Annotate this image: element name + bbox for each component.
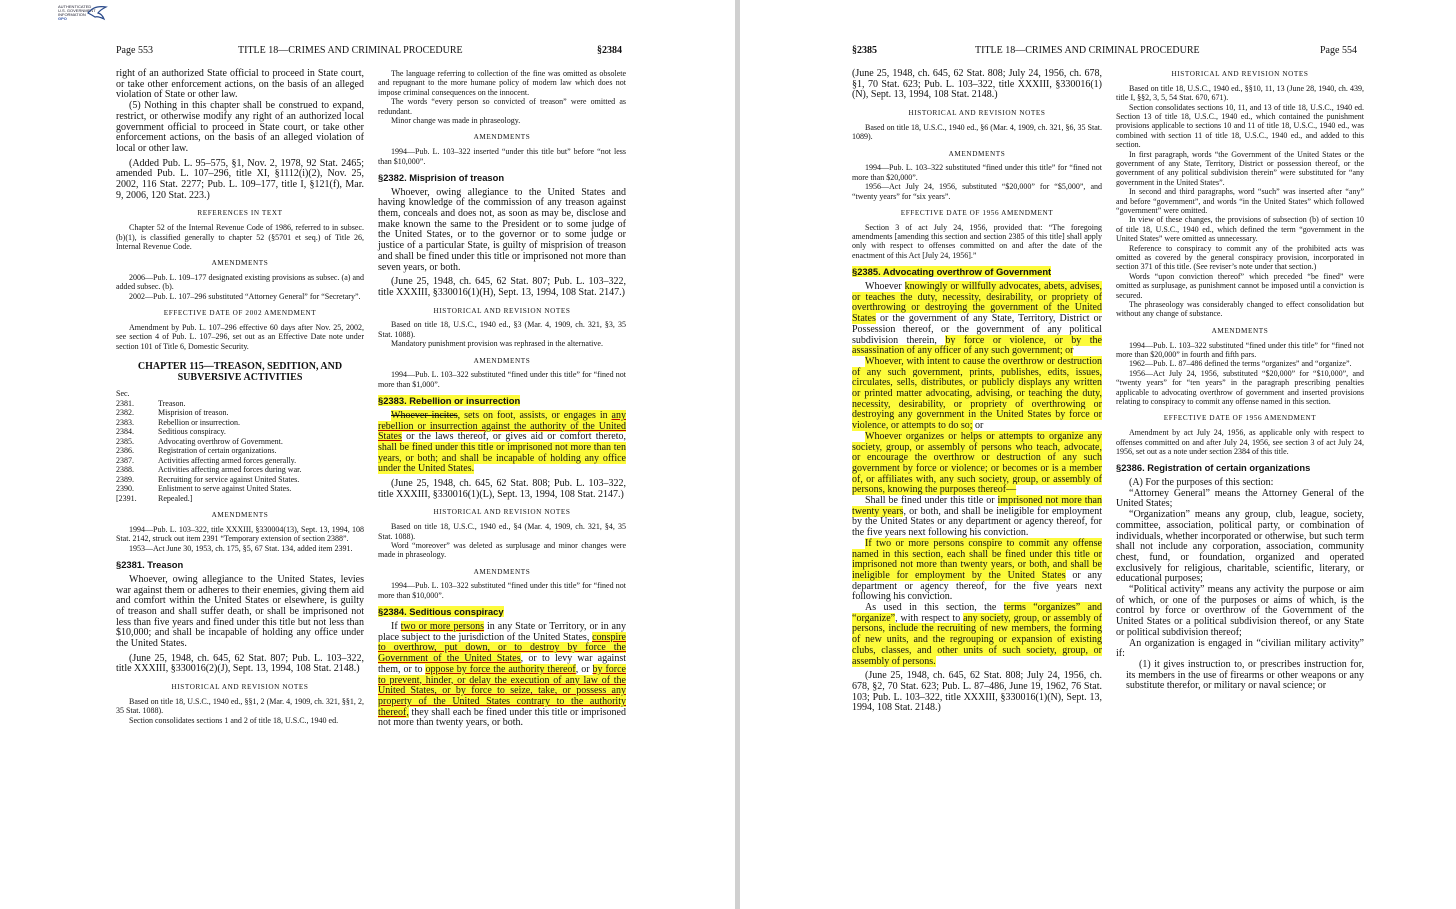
section-heading: REFERENCES IN TEXT	[197, 209, 283, 218]
section-heading: AMENDMENTS	[211, 259, 269, 268]
highlight: any rebellion or insurrection against the authority of the United States	[378, 409, 626, 443]
running-title: TITLE 18—CRIMES AND CRIMINAL PROCEDURE	[238, 45, 463, 56]
right-page	[740, 0, 1456, 909]
section-heading: AMENDMENTS	[1211, 326, 1269, 335]
misprision-text: Whoever, owing allegiance to the United States and having knowledge of the commission of any treason against them, conceals and does not, as soon as may be, disclose and make known the same to the President or to some judge of the United States, or to the governor or to some judge or justice of a particular State, is guilty of misprision of treason and shall be fined under this title or imprisoned not more than seven years, or both.	[378, 186, 626, 273]
section-heading: AMENDMENTS	[948, 149, 1006, 158]
highlight: oppose by force the authority thereof	[425, 663, 576, 675]
chapter-table-of-contents: Sec. 2381. Treason. 2382. Misprision of treason. 2383. Rebellion or insurrection. 2384. Seditious conspiracy. 2385. Advocating overthrow of Government. 2386. Registration of certain organizations. 2387. Activities affecting armed forces generally. 2388. Activities affecting armed forces during war. 2389. Recruiting for service against United States. 2390. Enlistment to serve against United States. [2391. Repealed.]	[116, 389, 364, 503]
section-heading: HISTORICAL AND REVISION NOTES	[908, 109, 1046, 118]
highlight: knowingly or willfully advocates, abets, advises, or teaches the duty, necessity, desirability, or propriety of overthrowing or destroying the government of the United States	[852, 280, 1102, 325]
toc-entry: 2386. Registration of certain organizations.	[116, 446, 277, 456]
toc-entry: 2389. Recruiting for service against United States.	[116, 474, 300, 484]
running-title: TITLE 18—CRIMES AND CRIMINAL PROCEDURE	[975, 45, 1200, 56]
highlight: Whoever organizes or helps or attempts to organize any society, group, or assembly of persons who teach, advocate, or encourage the overthrow or destruction of any such government by force or violence; or becomes or is a member of, or affiliates with, any such society, group, or assembly of persons, knowing the purposes thereof—	[852, 430, 1102, 496]
toc-entry: [2391. Repealed.]	[116, 493, 193, 503]
toc-entry: 2387. Activities affecting armed forces generally.	[116, 455, 297, 465]
section-range: §2384	[597, 45, 622, 56]
left-page-column-2: The language referring to collection of the fine was omitted as obsolete and repugnant to the more humane policy of modern law which does not impose criminal consequences on the innocent. The words “every person so convicted of treason” were omitted as redundant. Minor change was made in phraseology. AMENDMENTS 1994—Pub. L. 103–322 inserted “under this title but” before “not less than $10,000”. §2382. Misprision of treason Whoever, owing allegiance to the United States and having knowledge of the commission of any treason against them, conceals and does not, as soon as may be, disclose and make known the same to the President or to some judge of the United States, or to the governor or to some judge or justice of a particular State, is guilty of misprision of treason and shall be fined under this title or imprisoned not more than seven years, or both. (June 25, 1948, ch. 645, 62 Stat. 807; Pub. L. 103–322, title XXXIII, §330016(1)(H), Sept. 13, 1994, 108 Stat. 2147.) HISTORICAL AND REVISION NOTES Based on title 18, U.S.C., 1940 ed., §3 (Mar. 4, 1909, ch. 321, §3, 35 Stat. 1088). Mandatory punishment provision was rephrased in the alternative. AMENDMENTS 1994—Pub. L. 103–322 substituted “fined under this title” for “fined not more than $1,000”. §2383. Rebellion or insurrection Whoever incites, sets on foot, assists, or engages in any rebellion or insurrection against the authority of the United States or the laws thereof, or gives aid or comfort thereto, shall be fined under this title or imprisoned not more than ten years, or both; and shall be incapable of holding any office under the United States. (June 25, 1948, ch. 645, 62 Stat. 808; Pub. L. 103–322, title XXXIII, §330016(1)(L), Sept. 13, 1994, 108 Stat. 2147.) HISTORICAL AND REVISION NOTES Based on title 18, U.S.C., 1940 ed., §4 (Mar. 4, 1909, ch. 321, §4, 35 Stat. 1088). Word “moreover” was deleted as surplusage and minor changes were made in phraseology. AMENDMENTS 1994—Pub. L. 103–322 substituted “fined under this title” for “fined not more than $10,000”. §2384. Seditious conspiracy If two or more persons in any State or Territory, or in any place subject to the jurisdiction of the United States, conspire to overthrow, put down, or to destroy by force the Government of the United States, or to levy war against them, or to oppose by force the authority thereof, or by force to prevent, hinder, or delay the execution of any law of the United States, or by force to seize, take, or possess any property of the United States contrary to the authority thereof, they shall each be fined under this title or imprisoned not more than twenty years, or both.	[378, 69, 626, 729]
section-heading: AMENDMENTS	[473, 356, 531, 365]
section-heading: HISTORICAL AND REVISION NOTES	[171, 683, 309, 692]
section-heading: EFFECTIVE DATE OF 2002 AMENDMENT	[163, 309, 317, 318]
toc-entry: 2385. Advocating overthrow of Government.	[116, 436, 283, 446]
section-heading: EFFECTIVE DATE OF 1956 AMENDMENT	[1163, 414, 1317, 423]
highlight: Whoever, with intent to cause the overthrow or destruction of any such government, prints, publishes, edits, issues, circulates, sells, distributes, or publicly displays any written or printed matter advocating, advising, or teaching the duty, necessity, desirability, or propriety of overthrowing or destroying any government in the United States by force or violence, or attempts to do so;	[852, 355, 1102, 432]
highlight: Whoever incites	[391, 409, 458, 421]
highlight: terms “organizes” and “organize”	[852, 602, 1102, 624]
toc-entry: 2382. Misprision of treason.	[116, 408, 229, 418]
highlight: by force to prevent, hinder, or delay the execution of any law of the United States, or by force to seize, take, or possess any property of the United States contrary to the authority thereof,	[378, 663, 626, 718]
gpo-authenticated-logo: AUTHENTICATED U.S. GOVERNMENT INFORMATION GPO	[58, 3, 108, 25]
toc-entry: 2388. Activities affecting armed forces during war.	[116, 465, 302, 475]
section-heading: HISTORICAL AND REVISION NOTES	[433, 306, 571, 315]
highlight: two or more persons	[400, 621, 485, 632]
eagle-seal-icon	[86, 3, 108, 23]
section-2384-title: §2384. Seditious conspiracy	[378, 606, 504, 618]
rebellion-text: Whoever incites, sets on foot, assists, or engages in any rebellion or insurrection against the authority of the United States or the laws thereof, or gives aid or comfort thereto, shall be fined under this title or imprisoned not more than ten years, or both; and shall be incapable of holding any office under the United States.	[378, 409, 626, 475]
highlight: by force or violence, or by the assassination of any officer of any such government; or	[852, 334, 1102, 357]
highlight: any society, group, or assembly of persons, include the recruiting of new members, the forming of new units, and the regrouping or expansion of existing clubs, classes, and other units of such society, group, or assembly of persons.	[852, 612, 1103, 667]
toc-entry: 2383. Rebellion or insurrection.	[116, 417, 240, 427]
page-number: Page 553	[116, 45, 153, 56]
section-heading: HISTORICAL AND REVISION NOTES	[433, 508, 571, 517]
toc-entry: 2390. Enlistment to serve against United States.	[116, 484, 292, 494]
left-page-column-1: right of an authorized State official to proceed in State court, or take other enforcement actions, on the basis of an alleged violation of State or other law. (5) Nothing in this chapter shall be construed to expand, restrict, or otherwise modify any right of an authorized local government official to proceed in State court, or take other enforcement actions, on the basis of an alleged violation of local or other law. (Added Pub. L. 95–575, §1, Nov. 2, 1978, 92 Stat. 2465; amended Pub. L. 107–296, title XI, §1112(i)(2), Nov. 25, 2002, 116 Stat. 2277; Pub. L. 109–177, title I, §121(f), Mar. 9, 2006, 120 Stat. 223.) REFERENCES IN TEXT Chapter 52 of the Internal Revenue Code of 1986, referred to in subsec. (b)(1), is classified generally to chapter 52 (§5701 et seq.) of Title 26, Internal Revenue Code. AMENDMENTS 2006—Pub. L. 109–177 designated existing provisions as subsec. (a) and added subsec. (b). 2002—Pub. L. 107–296 substituted “Attorney General” for “Secretary”. EFFECTIVE DATE OF 2002 AMENDMENT Amendment by Pub. L. 107–296 effective 60 days after Nov. 25, 2002, see section 4 of Pub. L. 107–296, set out as an Effective Date note under section 101 of Title 6, Domestic Security. CHAPTER 115—TREASON, SEDITION, AND SUBVERSIVE ACTIVITIES Sec. 2381. Treason. 2382. Misprision of treason. 2383. Rebellion or insurrection. 2384. Seditious conspiracy. 2385. Advocating overthrow of Government. 2386. Registration of certain organizations. 2387. Activities affecting armed forces generally. 2388. Activities affecting armed forces during war. 2389. Recruiting for service against United States. 2390. Enlistment to serve against United States. [2391. Repealed.] AMENDMENTS 1994—Pub. L. 103–322, title XXXIII, §330004(13), Sept. 13, 1994, 108 Stat. 2142, struck out item 2391 “Temporary extension of section 2388”. 1953—Act June 30, 1953, ch. 175, §5, 67 Stat. 134, added item 2391. §2381. Treason Whoever, owing allegiance to the United States, levies war against them or adheres to their enemies, giving them aid and comfort within the United States or elsewhere, is guilty of treason and shall suffer death, or shall be imprisoned not less than five years and fined under this title but not less than $10,000; and shall be incapable of holding any office under the United States. (June 25, 1948, ch. 645, 62 Stat. 807; Pub. L. 103–322, title XXXIII, §330016(2)(J), Sept. 13, 1994, 108 Stat. 2148.) HISTORICAL AND REVISION NOTES Based on title 18, U.S.C., 1940 ed., §§1, 2 (Mar. 4, 1909, ch. 321, §§1, 2, 35 Stat. 1088). Section consolidates sections 1 and 2 of title 18, U.S.C., 1940 ed.	[116, 68, 364, 725]
seditious-conspiracy-text: If two or more persons in any State or Territory, or in any place subject to the jurisdiction of the United States, conspire to overthrow, put down, or to destroy by force the Government of the United States, or to levy war against them, or to oppose by force the authority thereof, or by force to prevent, hinder, or delay the execution of any law of the United States, or by force to seize, take, or possess any property of the United States contrary to the authority thereof, they shall each be fined under this title or imprisoned not more than twenty years, or both.	[378, 621, 626, 729]
section-heading: HISTORICAL AND REVISION NOTES	[1171, 70, 1309, 78]
page-number: Page 554	[1320, 45, 1357, 56]
section-heading: AMENDMENTS	[473, 567, 531, 576]
highlight: shall be fined under this title or imprisoned not more than ten years, or both; and shall be incapable of holding any office under the United States.	[378, 441, 626, 475]
section-range: §2385	[852, 45, 877, 56]
toc-entry: 2384. Seditious conspiracy.	[116, 427, 226, 437]
section-heading: AMENDMENTS	[211, 511, 269, 520]
section-2381-title: §2381. Treason	[116, 559, 184, 571]
highlight: conspire to overthrow, put down, or to destroy by force the Government of the United States	[378, 631, 626, 665]
section-heading: EFFECTIVE DATE OF 1956 AMENDMENT	[900, 208, 1054, 217]
advocating-text: Whoever knowingly or willfully advocates, abets, advises, or teaches the duty, necessity, desirability, or propriety of overthrowing or destroying the government of the United States or the government of any State, Territory, District or Possession thereof, or the government of any political subdivision therein, by force or violence, or by the assassination of any officer of any such government; or	[852, 280, 1102, 357]
section-2383-title: §2383. Rebellion or insurrection	[378, 395, 521, 407]
toc-entry: 2381. Treason.	[116, 398, 186, 408]
right-page-column-1: (June 25, 1948, ch. 645, 62 Stat. 808; July 24, 1956, ch. 678, §1, 70 Stat. 623; Pub. L. 103–322, title XXXIII, §330016(1)(N), Sept. 13, 1994, 108 Stat. 2148.) HISTORICAL AND REVISION NOTES Based on title 18, U.S.C., 1940 ed., §6 (Mar. 4, 1909, ch. 321, §6, 35 Stat. 1089). AMENDMENTS 1994—Pub. L. 103–322 substituted “fined under this title” for “fined not more than $20,000”. 1956—Act July 24, 1956, substituted “$20,000” for “$5,000”, and “twenty years” for “six years”. EFFECTIVE DATE OF 1956 AMENDMENT Section 3 of act July 24, 1956, provided that: “The foregoing amendments [amending this section and section 2385 of this title] shall apply only with respect to offenses committed on and after the date of the enactment of this Act [July 24, 1956].” §2385. Advocating overthrow of Government Whoever knowingly or willfully advocates, abets, advises, or teaches the duty, necessity, desirability, or propriety of overthrowing or destroying the government of the United States or the government of any State, Territory, District or Possession thereof, or the government of any political subdivision therein, by force or violence, or by the assassination of any officer of any such government; or Whoever, with intent to cause the overthrow or destruction of any such government, prints, publishes, edits, issues, circulates, sells, distributes, or publicly displays any written or printed matter advocating, advising, or teaching the duty, necessity, desirability, or propriety of overthrowing or destroying any government in the United States by force or violence, or attempts to do so; or Whoever organizes or helps or attempts to organize any society, group, or assembly of persons who teach, advocate, or encourage the overthrow or destruction of any such government by force or violence; or becomes or is a member of, or affiliates with, any such society, group, or assembly of persons, knowing the purposes thereof— Shall be fined under this title or imprisoned not more than twenty years, or both, and shall be ineligible for employment by the United States or any department or agency thereof, for the five years next following his conviction. If two or more persons conspire to commit any offense named in this section, each shall be fined under this title or imprisoned not more than twenty years, or both, and shall be ineligible for employment by the United States or any department or agency thereof, for the five years next following his conviction. As used in this section, the terms “organizes” and “organize”, with respect to any society, group, or assembly of persons, include the recruiting of new members, the forming of new units, and the regrouping or expansion of existing clubs, classes, and other units of such society, group, or assembly of persons. (June 25, 1948, ch. 645, 62 Stat. 808; July 24, 1956, ch. 678, §2, 70 Stat. 623; Pub. L. 87–486, June 19, 1962, 76 Stat. 103; Pub. L. 103–322, title XXXIII, §330016(1)(N), Sept. 13, 1994, 108 Stat. 2148.)	[852, 68, 1103, 714]
chapter-title: CHAPTER 115—TREASON, SEDITION, AND SUBVERSIVE ACTIVITIES	[137, 361, 343, 384]
section-2385-title: §2385. Advocating overthrow of Government	[852, 266, 1052, 278]
right-page-column-2: HISTORICAL AND REVISION NOTES Based on title 18, U.S.C., 1940 ed., §§10, 11, 13 (June 28, 1940, ch. 439, title I, §§2, 3, 5, 54 Stat. 670, 671). Section consolidates sections 10, 11, and 13 of title 18, U.S.C., 1940 ed. Section 13 of title 18, U.S.C., 1940 ed., which contained the punishment provisions applicable to sections 10 and 11 of title 18, U.S.C., 1940 ed., was combined with section 11 of title 18, U.S.C., 1940 ed., and added to this section. In first paragraph, words “the Government of the United States or the government of any State, Territory, District or possession thereof, or the government of any political subdivision therein” were substituted for “any government in the United States”. In second and third paragraphs, word “such” was inserted after “any” and before “government”, and words “in the United States” which followed “government” were omitted. In view of these changes, the provisions of subsection (b) of section 10 of title 18, U.S.C., 1940 ed., which defined the term “government in the United States” were omitted as unnecessary. Reference to conspiracy to commit any of the prohibited acts was omitted as covered by the general conspiracy provision, incorporated in section 371 of this title. (See reviser’s note under that section.) Words “upon conviction thereof” which preceded “be fined” were omitted as surplusage, as punishment cannot be imposed until a conviction is secured. The phraseology was considerably changed to effect consolidation but without any change of substance. AMENDMENTS 1994—Pub. L. 103–322 substituted “fined under this title” for “fined not more than $20,000” in fourth and fifth pars. 1962—Pub. L. 87–486 defined the terms “organizes” and “organize”. 1956—Act July 24, 1956, substituted “$20,000” for “$10,000”, and “twenty years” for “ten years” in the paragraph prescribing penalties applicable to advocating overthrow of government and inserted provisions relating to conspiracy to commit any offense named in this section. EFFECTIVE DATE OF 1956 AMENDMENT Amendment by act July 24, 1956, as applicable only with respect to offenses committed on and after July 24, 1956, see section 3 of act July 24, 1956, set out as a note under section 2384 of this title. §2386. Registration of certain organizations (A) For the purposes of this section: “Attorney General” means the Attorney General of the United States; “Organization” means any group, club, league, society, committee, association, political party, or combination of individuals, whether incorporated or otherwise, but such term shall not include any corporation, association, community chest, fund, or foundation, organized and operated exclusively for religious, charitable, scientific, literary, or educational purposes; “Political activity” means any activity the purpose or aim of which, or one of the purposes or aims of which, is the control by force or overthrow of the Government of the United States or a political subdivision thereof, or any State or political subdivision thereof; An organization is engaged in “civilian military activity” if: (1) it gives instruction to, or prescribes instruction for, its members in the use of firearms or other weapons or any substitute therefor, or military or naval science; or	[1116, 70, 1364, 692]
section-2382-title: §2382. Misprision of treason	[378, 171, 505, 183]
section-2386-title: §2386. Registration of certain organizations	[1116, 462, 1311, 474]
treason-text: Whoever, owing allegiance to the United States, levies war against them or adheres to their enemies, giving them aid and comfort within the United States or elsewhere, is guilty of treason and shall suffer death, or shall be imprisoned not less than five years and fined under this title but not less than $10,000; and shall be incapable of holding any office under the United States.	[116, 573, 364, 650]
highlight: imprisoned not more than twenty years	[852, 495, 1102, 517]
highlight: If two or more persons conspire to commit any offense named in this section, each shall be fined under this title or imprisoned not more than twenty years, or both, and shall be ineligible for employment by the United States	[852, 537, 1102, 581]
section-heading: AMENDMENTS	[473, 133, 531, 142]
